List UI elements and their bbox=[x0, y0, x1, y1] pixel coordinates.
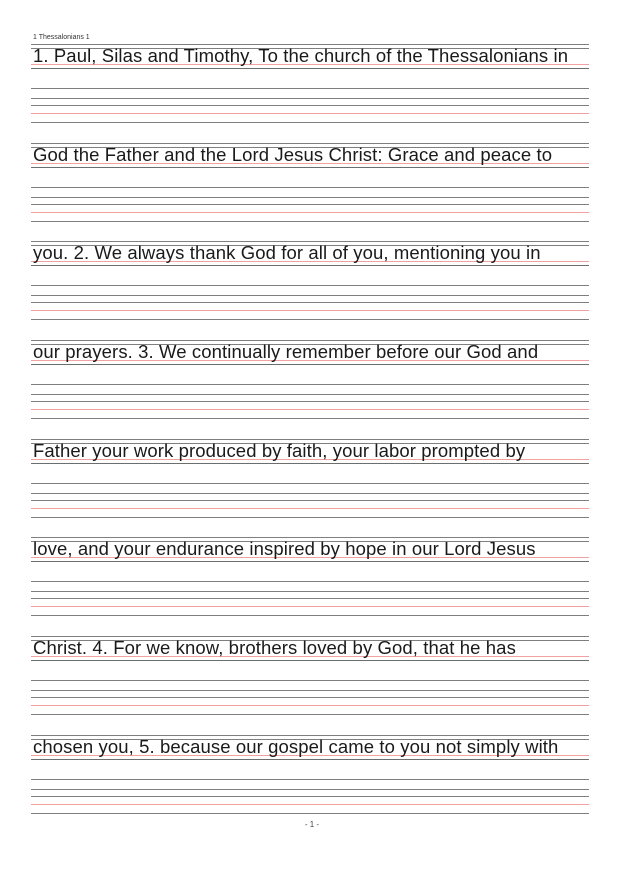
practice-line-text: you. 2. We always thank God for all of you, mentioning you in bbox=[33, 242, 541, 263]
page-header-title: 1 Thessalonians 1 bbox=[33, 34, 90, 41]
practice-block bbox=[31, 241, 589, 321]
practice-line-text: Father your work produced by faith, your labor prompted by bbox=[33, 440, 526, 461]
practice-block bbox=[31, 44, 589, 124]
practice-block bbox=[31, 143, 589, 223]
practice-block bbox=[31, 340, 589, 420]
practice-line-text: love, and your endurance inspired by hope in our Lord Jesus bbox=[33, 538, 536, 559]
practice-block bbox=[31, 537, 589, 617]
page-number: - 1 - bbox=[304, 820, 320, 829]
practice-block bbox=[31, 439, 589, 519]
practice-line-text: God the Father and the Lord Jesus Christ: Grace and peace to bbox=[33, 144, 553, 165]
practice-block bbox=[31, 735, 589, 815]
practice-line-text: Christ. 4. For we know, brothers loved by God, that he has bbox=[33, 637, 516, 658]
practice-line-text: our prayers. 3. We continually remember before our God and bbox=[33, 341, 539, 362]
practice-block bbox=[31, 636, 589, 716]
practice-line-text: 1. Paul, Silas and Timothy, To the church of the Thessalonians in bbox=[33, 45, 569, 66]
practice-line-text: chosen you, 5. because our gospel came to you not simply with bbox=[33, 736, 559, 757]
